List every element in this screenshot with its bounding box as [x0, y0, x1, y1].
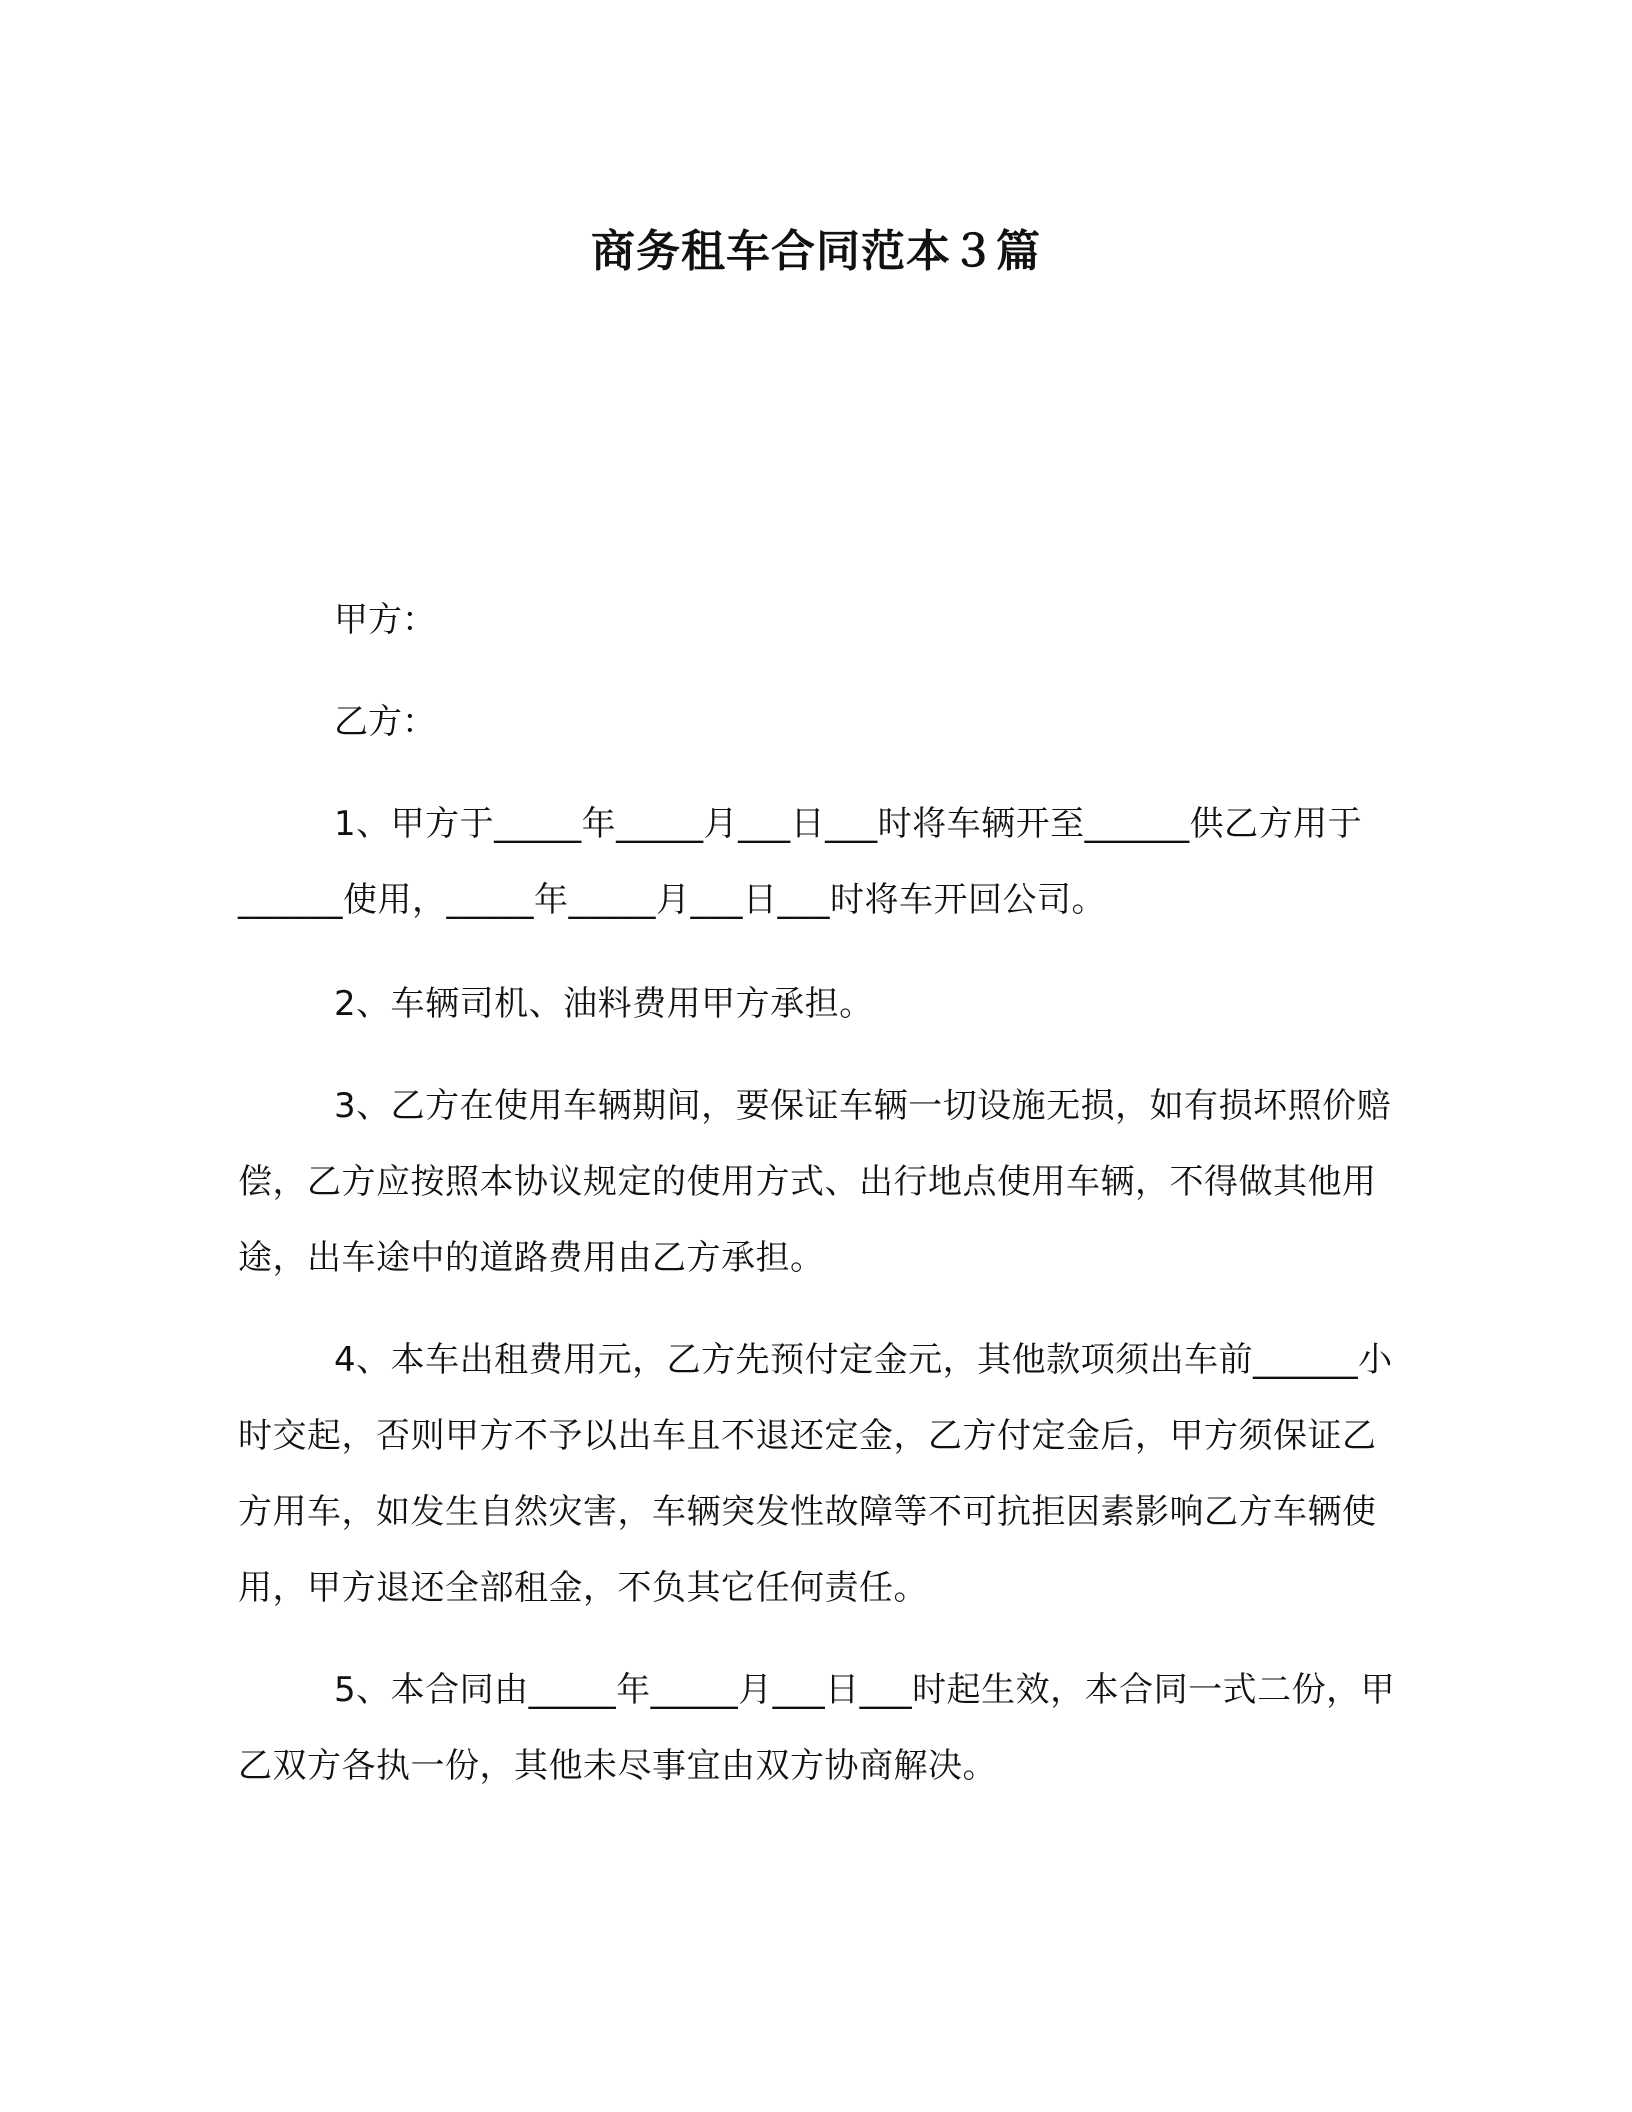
- party-b-label: 乙方：: [334, 702, 436, 742]
- party-a-label: 甲方：: [334, 600, 436, 640]
- clause-1: 1、甲方于_____年_____月___日___时将车辆开至______供乙方用于______使用，_____年_____月___日___时将车开回公司。: [238, 804, 1363, 920]
- clause-5: 5、本合同由_____年_____月___日___时起生效，本合同一式二份，甲乙双方各执一份，其他未尽事宜由双方协商解决。: [238, 1670, 1396, 1786]
- clause-4: 4、本车出租费用元，乙方先预付定金元，其他款项须出车前______小时交起，否则甲方不予以出车且不退还定金，乙方付定金后，甲方须保证乙方用车，如发生自然灾害，车辆突发性故障等不可抗拒因素影响乙方车辆使用，甲方退还全部租金，不负其它任何责任。: [238, 1340, 1393, 1608]
- document-title: 商务租车合同范本３篇: [591, 226, 1041, 277]
- clause-2: 2、车辆司机、油料费用甲方承担。: [334, 984, 874, 1024]
- clause-3: 3、乙方在使用车辆期间，要保证车辆一切设施无损，如有损坏照价赔偿，乙方应按照本协议规定的使用方式、出行地点使用车辆，不得做其他用途，出车途中的道路费用由乙方承担。: [238, 1086, 1392, 1278]
